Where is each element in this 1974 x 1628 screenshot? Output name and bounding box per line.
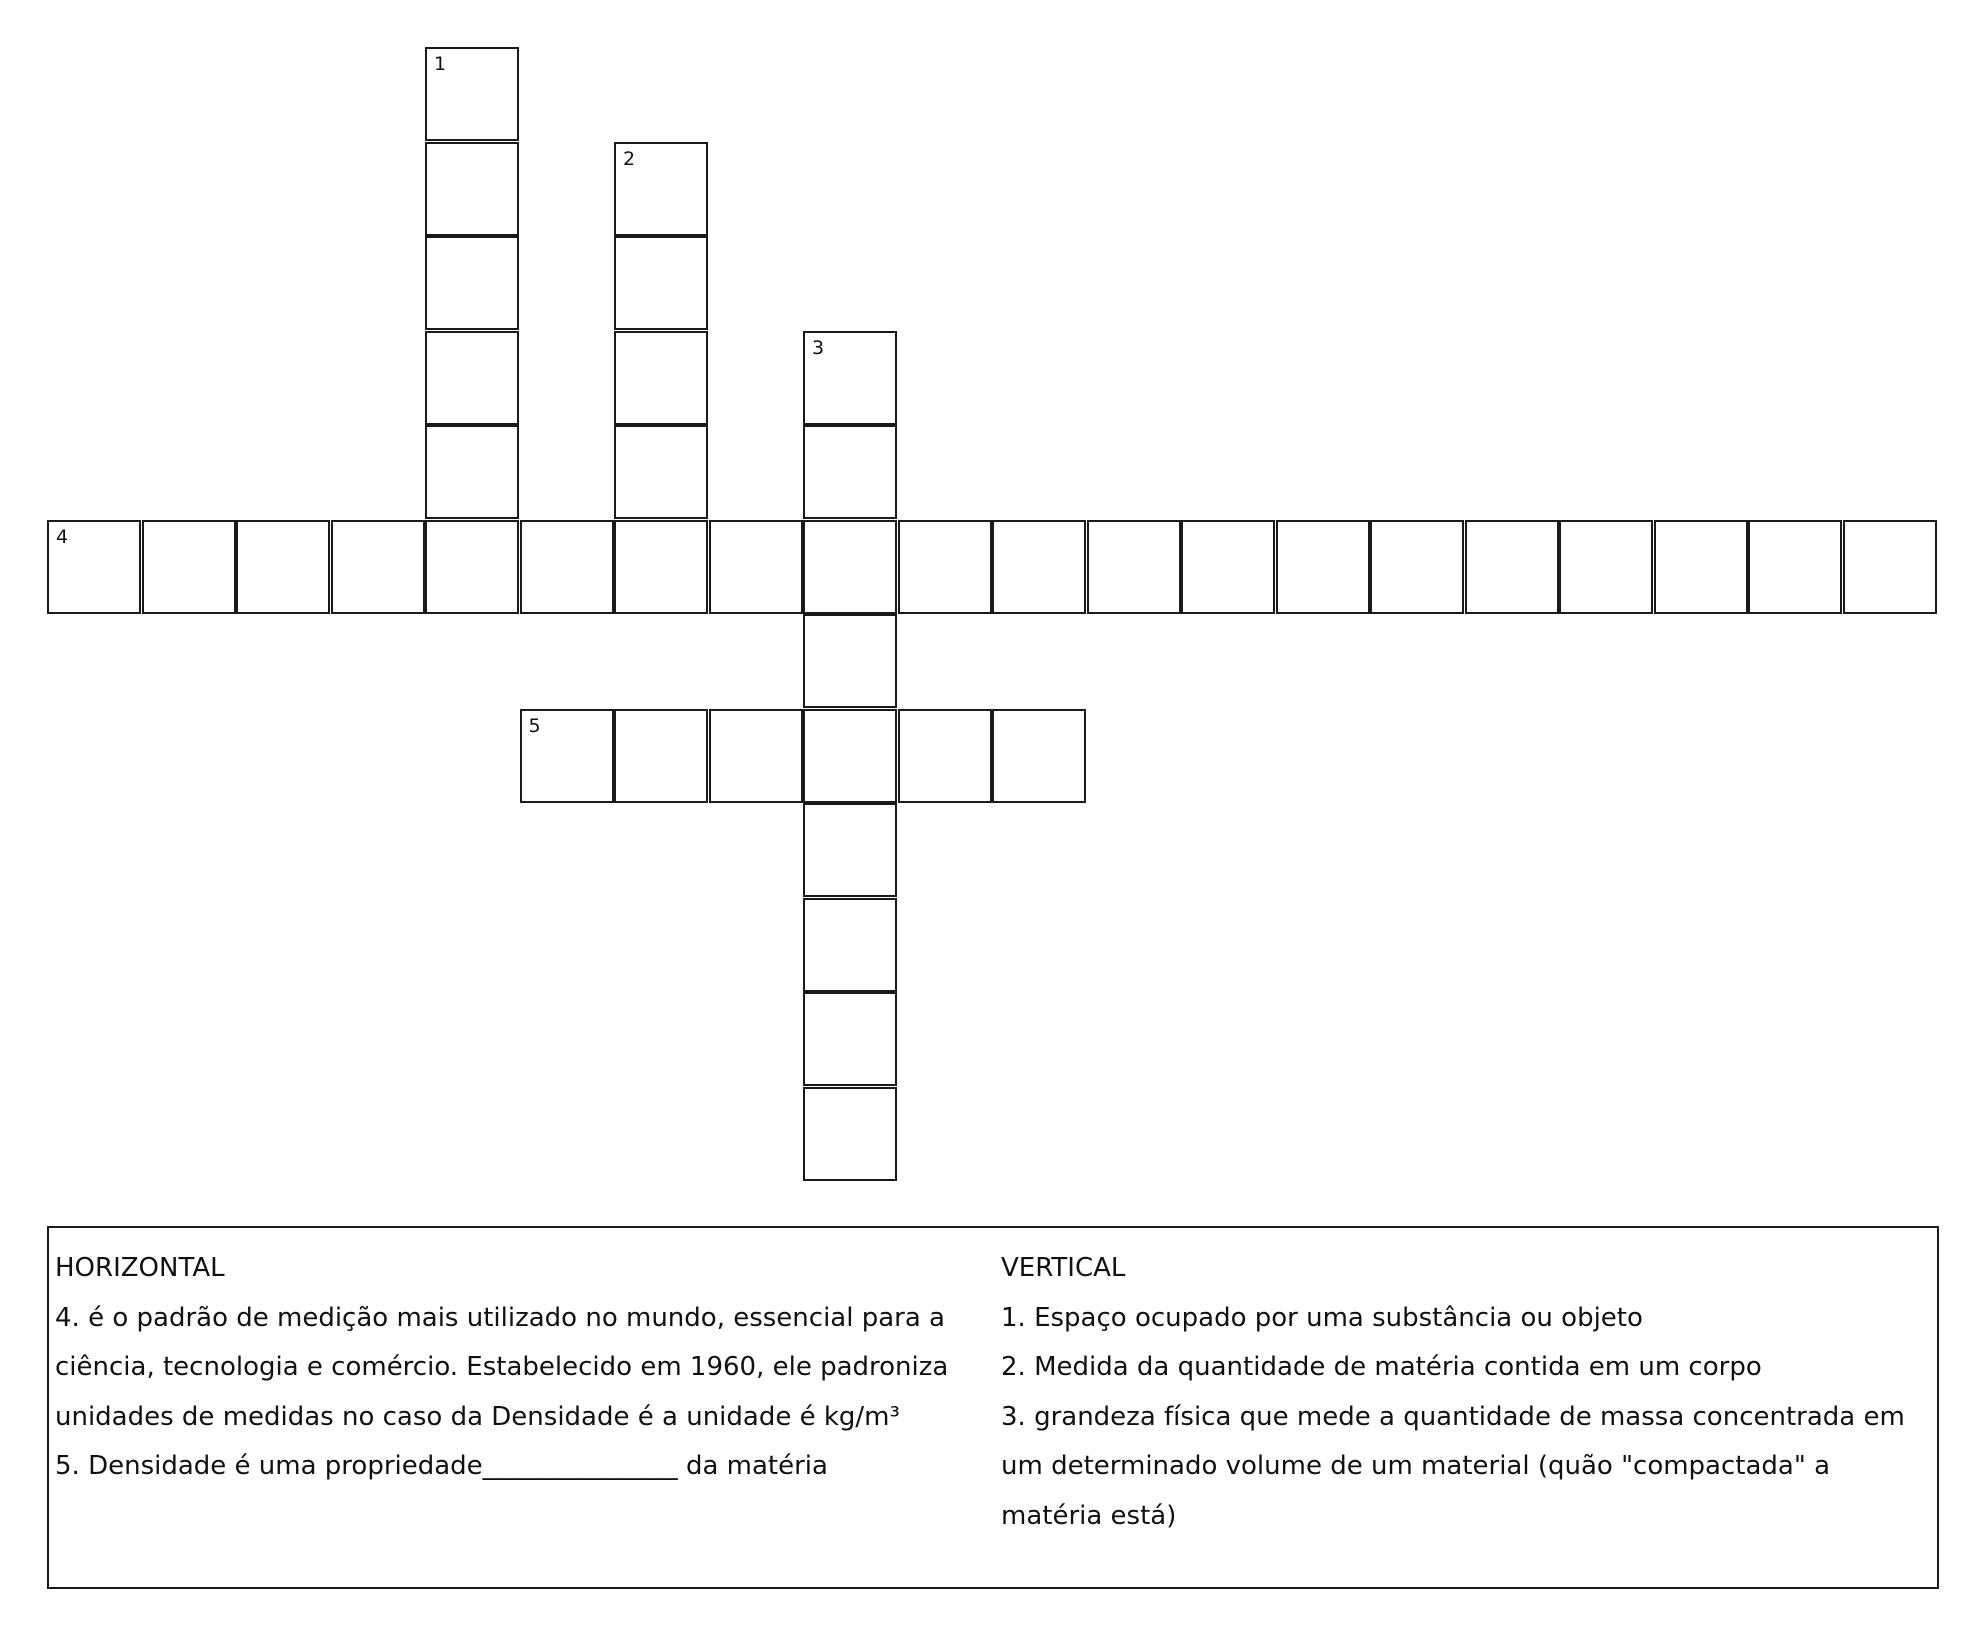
horizontal-clue-line: 4. é o padrão de medição mais utilizado no mundo, essencial para a xyxy=(55,1302,945,1333)
horizontal-clues xyxy=(55,1244,995,1492)
crossword-cell[interactable] xyxy=(803,709,897,803)
clue-number: 1 xyxy=(434,53,447,75)
vertical-clues xyxy=(1001,1244,1931,1541)
crossword-cell[interactable] xyxy=(614,236,708,330)
crossword-cell[interactable] xyxy=(520,709,614,803)
crossword-cell[interactable] xyxy=(425,236,519,330)
crossword-cell[interactable] xyxy=(803,1087,897,1181)
crossword-cell[interactable] xyxy=(803,425,897,519)
clue-number: 3 xyxy=(812,336,825,359)
crossword-cell[interactable] xyxy=(1087,520,1181,614)
crossword-cell[interactable] xyxy=(614,709,708,803)
vertical-clue-line: 2. Medida da quantidade de matéria contida em um corpo xyxy=(1001,1352,1762,1382)
clues-box xyxy=(47,1226,1939,1589)
horizontal-clue-line: 5. Densidade é uma propriedade_______________ da matéria xyxy=(55,1451,828,1481)
crossword-cell[interactable] xyxy=(614,142,708,236)
crossword-cell[interactable] xyxy=(47,520,141,614)
vertical-clue-line: um determinado volume de um material (quão "compactada" a xyxy=(1001,1451,1831,1481)
vertical-clue-line: 3. grandeza física que mede a quantidade de massa concentrada em xyxy=(1001,1401,1905,1432)
crossword-cell[interactable] xyxy=(1370,520,1464,614)
clue-number: 2 xyxy=(623,147,636,170)
crossword-cell[interactable] xyxy=(803,331,897,425)
crossword-cell[interactable] xyxy=(614,331,708,425)
crossword-cell[interactable] xyxy=(1181,520,1275,614)
crossword-cell[interactable] xyxy=(803,898,897,992)
crossword-cell[interactable] xyxy=(709,709,803,803)
vertical-clue-line: 1. Espaço ocupado por uma substância ou objeto xyxy=(1001,1302,1643,1333)
crossword-cell[interactable] xyxy=(1748,520,1842,614)
crossword-cell[interactable] xyxy=(331,520,425,614)
clue-number: 4 xyxy=(56,525,69,548)
horizontal-clue-line: ciência, tecnologia e comércio. Estabelecido em 1960, ele padroniza xyxy=(55,1352,949,1382)
crossword-cell[interactable] xyxy=(1559,520,1653,614)
crossword-cell[interactable] xyxy=(1276,520,1370,614)
crossword-cell[interactable] xyxy=(1654,520,1748,614)
crossword-cell[interactable] xyxy=(803,992,897,1086)
crossword-cell[interactable] xyxy=(614,425,708,519)
crossword-cell[interactable] xyxy=(614,520,708,614)
crossword-cell[interactable] xyxy=(1465,520,1559,614)
crossword-cell[interactable] xyxy=(992,709,1086,803)
crossword-cell[interactable] xyxy=(425,47,519,141)
crossword-cell[interactable] xyxy=(803,614,897,708)
crossword-cell[interactable] xyxy=(520,520,614,614)
vertical-title: VERTICAL xyxy=(1001,1253,1126,1283)
vertical-clue-line: matéria está) xyxy=(1001,1500,1177,1531)
crossword-cell[interactable] xyxy=(1843,520,1937,614)
crossword-cell[interactable] xyxy=(992,520,1086,614)
crossword-cell[interactable] xyxy=(898,709,992,803)
crossword-cell[interactable] xyxy=(709,520,803,614)
crossword-cell[interactable] xyxy=(236,520,330,614)
crossword-cell[interactable] xyxy=(425,520,519,614)
crossword-cell[interactable] xyxy=(803,803,897,897)
horizontal-clue-line: unidades de medidas no caso da Densidade é a unidade é kg/m³ xyxy=(55,1401,900,1432)
crossword-cell[interactable] xyxy=(425,331,519,425)
horizontal-title: HORIZONTAL xyxy=(55,1253,225,1283)
clue-number: 5 xyxy=(528,714,541,737)
crossword-cell[interactable] xyxy=(142,520,236,614)
crossword-cell[interactable] xyxy=(425,142,519,236)
crossword-cell[interactable] xyxy=(425,425,519,519)
crossword-cell[interactable] xyxy=(898,520,992,614)
crossword-cell[interactable] xyxy=(803,520,897,614)
